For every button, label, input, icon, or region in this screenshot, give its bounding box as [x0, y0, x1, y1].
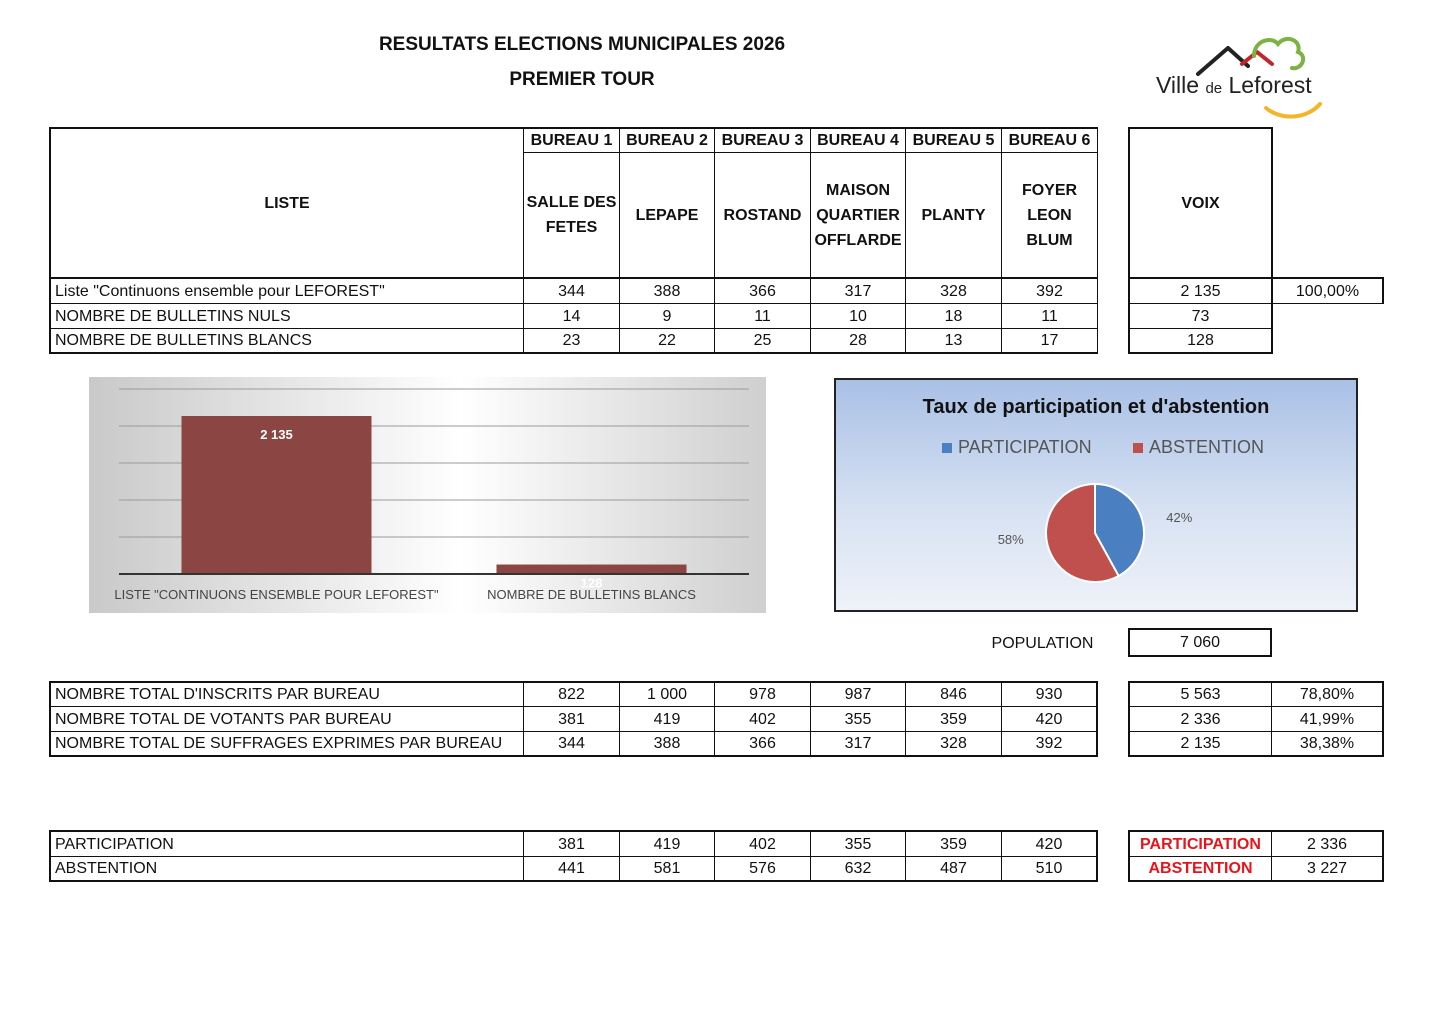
- cell-value: 402: [749, 835, 776, 853]
- cell-value: 441: [558, 860, 585, 877]
- bureau-name-line: MAISON: [826, 181, 890, 199]
- cell-value: 510: [1035, 860, 1063, 877]
- cell-value: 402: [749, 710, 776, 728]
- row-label: PARTICIPATION: [55, 835, 174, 853]
- total-value: 2 135: [1180, 735, 1221, 752]
- cell-value: 11: [754, 307, 771, 325]
- cell-value: 17: [1040, 332, 1059, 349]
- bureau-name: [524, 153, 619, 277]
- cell-value: 419: [653, 710, 681, 728]
- cell-value: 930: [1035, 686, 1063, 703]
- liste-header: LISTE: [264, 194, 310, 212]
- cell-value: 25: [753, 332, 772, 349]
- row-label: NOMBRE TOTAL DE VOTANTS PAR BUREAU: [55, 710, 392, 728]
- summary-label-participation: PARTICIPATION: [1140, 835, 1261, 853]
- cell-value: 328: [940, 282, 967, 300]
- cell-value: 846: [940, 686, 967, 703]
- row-label: ABSTENTION: [55, 860, 158, 877]
- row-label: NOMBRE TOTAL DE SUFFRAGES EXPRIMES PAR BUREAU: [55, 735, 503, 752]
- cell-value: 632: [844, 860, 872, 877]
- cell-value: 23: [562, 332, 581, 349]
- cell-value: 381: [558, 710, 585, 728]
- cell-value: 13: [944, 332, 963, 349]
- cell-value: 10: [849, 307, 867, 325]
- cell-value: 317: [844, 282, 872, 300]
- pie-chart-svg: [836, 380, 1356, 610]
- bureau-code: BUREAU 1: [530, 132, 613, 149]
- city-logo: [1150, 34, 1370, 124]
- cell-value: 344: [558, 282, 585, 300]
- cell-value: 978: [749, 686, 776, 703]
- total-value: 2 135: [1180, 282, 1221, 300]
- bureau-name: [715, 153, 810, 277]
- cell-value: 366: [749, 282, 776, 300]
- cell-value: 576: [749, 860, 776, 877]
- cell-value: 987: [844, 686, 872, 703]
- logo-text-ville: Ville: [1156, 72, 1200, 98]
- cell-value: 28: [849, 332, 867, 349]
- bureau-name-line: LEPAPE: [635, 206, 699, 224]
- population-label: POPULATION: [991, 635, 1094, 652]
- percent-value: 78,80%: [1299, 686, 1355, 703]
- cell-value: 359: [940, 710, 967, 728]
- cell-value: 392: [1035, 735, 1063, 752]
- row-label: NOMBRE DE BULLETINS BLANCS: [55, 332, 312, 349]
- summary-label-abstention: ABSTENTION: [1148, 860, 1253, 877]
- cell-value: 381: [558, 835, 585, 853]
- cell-value: 18: [944, 307, 963, 325]
- bureau-code: BUREAU 3: [721, 132, 804, 149]
- bar-chart: [89, 377, 766, 613]
- bureau-name: [1002, 153, 1097, 277]
- summary-value-abstention: 3 227: [1306, 860, 1348, 877]
- percent-value: 38,38%: [1299, 735, 1355, 752]
- total-value: 5 563: [1180, 686, 1221, 703]
- bureau-code: BUREAU 2: [626, 132, 708, 149]
- pie-chart-title: Taux de participation et d'abstention: [922, 396, 1270, 418]
- cell-value: 317: [844, 735, 872, 752]
- bureau-name: [811, 153, 905, 277]
- pie-data-label: 42%: [1166, 510, 1193, 526]
- bureau-code: BUREAU 5: [912, 132, 995, 149]
- cell-value: 420: [1035, 835, 1063, 853]
- row-label: NOMBRE DE BULLETINS NULS: [55, 307, 291, 325]
- population-value: 7 060: [1179, 634, 1221, 651]
- cell-value: 388: [653, 735, 681, 752]
- cell-value: 22: [658, 332, 676, 349]
- bureau-name-line: FETES: [545, 219, 598, 236]
- legend-label: ABSTENTION: [1149, 437, 1265, 457]
- logo-text-leforest: Leforest: [1228, 72, 1312, 98]
- total-value: 2 336: [1180, 710, 1221, 728]
- logo-text: [1156, 72, 1312, 99]
- bar-category-label: NOMBRE DE BULLETINS BLANCS: [487, 587, 696, 602]
- bureau-name-line: LEON: [1027, 206, 1072, 224]
- bar: [497, 565, 687, 574]
- cell-value: 420: [1035, 710, 1063, 728]
- legend-label: PARTICIPATION: [958, 437, 1092, 457]
- page-title: RESULTATS ELECTIONS MUNICIPALES 2026: [378, 34, 786, 55]
- pie-chart: [834, 378, 1358, 612]
- bureau-name-line: FOYER: [1021, 181, 1078, 199]
- cell-value: 328: [940, 735, 967, 752]
- bar-chart-svg: [89, 377, 766, 613]
- bureau-name: [906, 153, 1001, 277]
- cell-value: 392: [1036, 282, 1063, 300]
- total-value: 128: [1187, 332, 1214, 349]
- cell-value: 11: [1041, 307, 1058, 325]
- cell-value: 487: [940, 860, 967, 877]
- cell-value: 366: [749, 735, 776, 752]
- bureau-name-line: OFFLARDE: [814, 231, 902, 249]
- page-subtitle: PREMIER TOUR: [509, 69, 655, 90]
- cell-value: 822: [558, 686, 585, 703]
- total-value: 73: [1191, 307, 1210, 325]
- cell-value: 355: [844, 835, 872, 853]
- summary-value-participation: 2 336: [1306, 835, 1348, 853]
- bar-data-label: 2 135: [260, 427, 293, 443]
- cell-value: 344: [558, 735, 585, 752]
- bar-category-label: LISTE "CONTINUONS ENSEMBLE POUR LEFOREST": [114, 587, 439, 602]
- bureau-code: BUREAU 6: [1008, 132, 1091, 149]
- cell-value: 419: [653, 835, 681, 853]
- voix-header: VOIX: [1181, 194, 1220, 212]
- bureau-code: BUREAU 4: [817, 132, 899, 149]
- bureau-name-line: ROSTAND: [723, 206, 802, 224]
- cell-value: 1 000: [646, 686, 688, 703]
- cell-value: 355: [844, 710, 872, 728]
- percent-value: 100,00%: [1295, 282, 1360, 300]
- cell-value: 388: [653, 282, 681, 300]
- row-label: Liste "Continuons ensemble pour LEFOREST": [55, 282, 385, 300]
- bureau-name: [620, 153, 714, 277]
- cell-value: 359: [940, 835, 967, 853]
- cell-value: 9: [662, 307, 672, 325]
- bureau-name-line: SALLE DES: [526, 194, 617, 211]
- bureau-name-line: BLUM: [1026, 231, 1073, 249]
- cell-value: 14: [562, 307, 581, 325]
- bureau-name-line: PLANTY: [921, 206, 986, 224]
- row-label: NOMBRE TOTAL D'INSCRITS PAR BUREAU: [55, 686, 380, 703]
- bureau-name-line: QUARTIER: [816, 206, 900, 224]
- percent-value: 41,99%: [1299, 710, 1355, 728]
- cell-value: 581: [653, 860, 681, 877]
- logo-text-de: de: [1205, 80, 1223, 97]
- bar-data-label: 128: [580, 575, 603, 591]
- pie-data-label: 58%: [997, 531, 1024, 547]
